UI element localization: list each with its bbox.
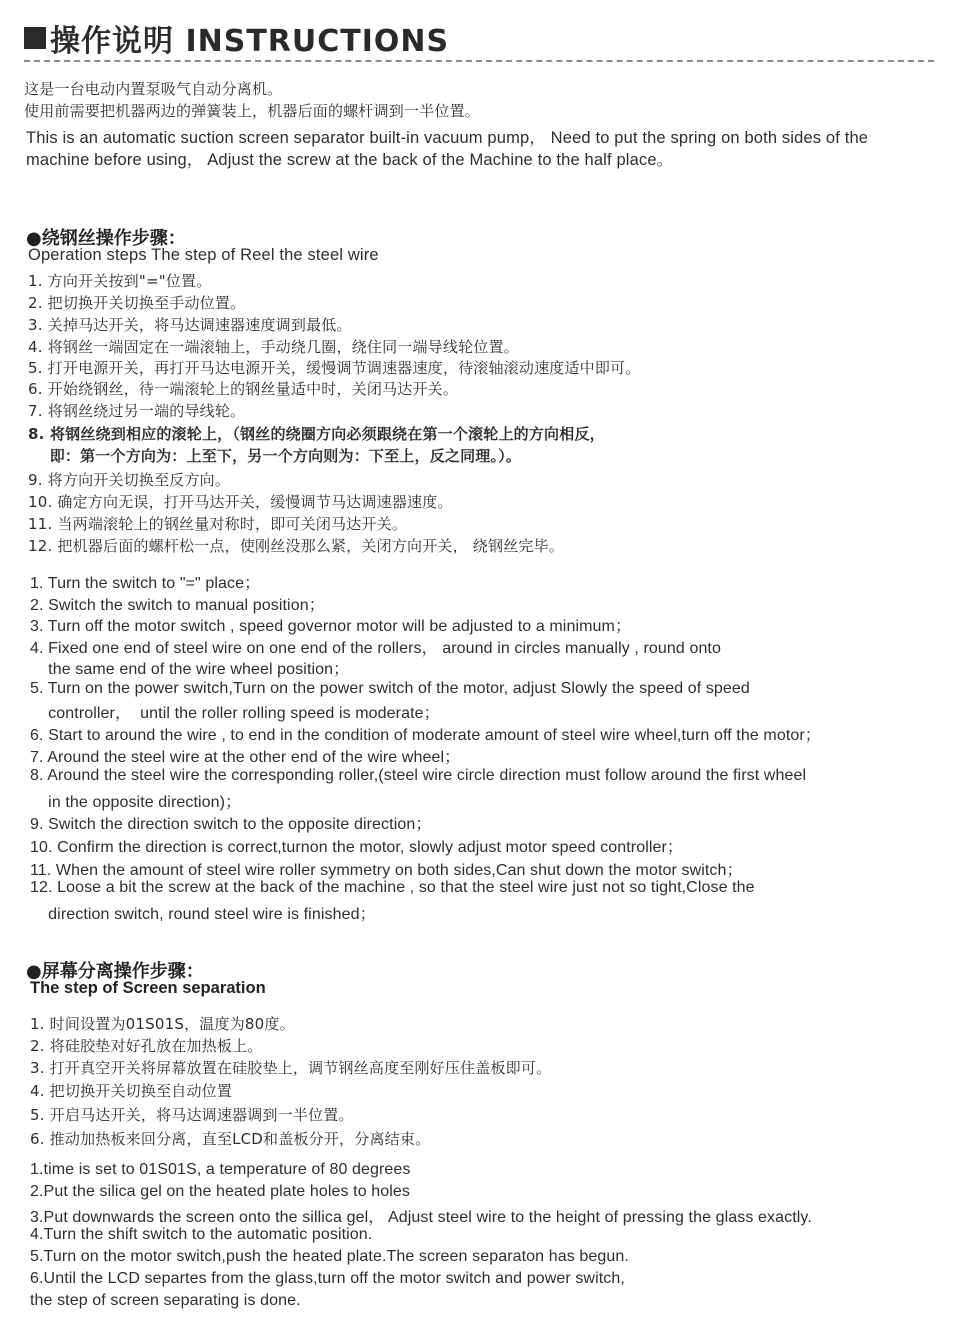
reel-section-subheading: Operation steps The step of Reel the steel wire	[28, 246, 379, 264]
reel-en-step: 7. Around the steel wire at the other end of the wire wheel；	[30, 749, 461, 766]
reel-section-heading: ●绕钢丝操作步骤：	[26, 228, 186, 249]
dashed-divider	[24, 60, 934, 62]
separation-en-step: 1.time is set to 01S01S, a temperature of 80 degrees	[30, 1161, 411, 1178]
separation-en-step: 6.Until the LCD separtes from the glass,turn off the motor switch and power switch,	[30, 1270, 625, 1287]
square-bullet-icon	[24, 27, 46, 49]
reel-en-step: 3. Turn off the motor switch , speed governor motor will be adjusted to a minimum；	[30, 618, 632, 635]
reel-zh-step: 8. 将钢丝绕到相应的滚轮上，（钢丝的绕圈方向必须跟绕在第一个滚轮上的方向相反，	[28, 425, 605, 443]
reel-zh-step: 4. 将钢丝一端固定在一端滚轴上，手动绕几圈，绕住同一端导线轮位置。	[28, 338, 519, 356]
reel-en-step: 4. Fixed one end of steel wire on one end of the rollers， around in circles manually , round onto	[30, 640, 721, 657]
separation-zh-step: 5. 开启马达开关，将马达调速器调到一半位置。	[30, 1106, 354, 1124]
intro-en-line-2: machine before using， Adjust the screw at the back of the Machine to the half place。	[26, 151, 674, 169]
reel-en-step: 5. Turn on the power switch,Turn on the power switch of the motor, adjust Slowly the speed of speed	[30, 680, 750, 697]
reel-en-step-continued: in the opposite direction)；	[30, 794, 242, 811]
reel-zh-step: 2. 把切换开关切换至手动位置。	[28, 294, 246, 312]
separation-en-step: 2.Put the silica gel on the heated plate holes to holes	[30, 1183, 410, 1200]
reel-zh-step: 3. 关掉马达开关，将马达调速器速度调到最低。	[28, 316, 352, 334]
reel-zh-step: 1. 方向开关按到"="位置。	[28, 272, 212, 290]
separation-section-heading: ●屏幕分离操作步骤：	[26, 961, 204, 982]
separation-en-step-continued: the step of screen separating is done.	[30, 1292, 301, 1309]
reel-en-step-continued: the same end of the wire wheel position；	[30, 661, 350, 678]
reel-en-step: 10. Confirm the direction is correct,turnon the motor, slowly adjust motor speed controller；	[30, 839, 684, 856]
reel-zh-step: 7. 将钢丝绕过另一端的导线轮。	[28, 402, 246, 420]
intro-zh-line-1: 这是一台电动内置泵吸气自动分离机。	[24, 80, 283, 98]
page-title	[24, 18, 449, 58]
reel-en-step: 1. Turn the switch to "=" place；	[30, 575, 261, 592]
reel-en-step: 2. Switch the switch to manual position；	[30, 597, 325, 614]
separation-zh-step: 2. 将硅胶垫对好孔放在加热板上。	[30, 1037, 263, 1055]
intro-en-line-1: This is an automatic suction screen separator built-in vacuum pump， Need to put the spring on both sides of the	[26, 129, 869, 147]
separation-en-step: 3.Put downwards the screen onto the sillica gel， Adjust steel wire to the height of pressing the glass exactly.	[30, 1209, 812, 1226]
reel-en-step: 8. Around the steel wire the corresponding roller,(steel wire circle direction must follow around the first wheel	[30, 767, 807, 784]
reel-en-step: 6. Start to around the wire , to end in the condition of moderate amount of steel wire wheel,turn off the motor；	[30, 727, 821, 744]
reel-zh-step: 11. 当两端滚轮上的钢丝量对称时，即可关闭马达开关。	[28, 515, 408, 533]
reel-zh-step: 5. 打开电源开关，再打开马达电源开关，缓慢调节调速器速度，待滚轴滚动速度适中即可。	[28, 359, 641, 377]
separation-en-step: 4.Turn the shift switch to the automatic position.	[30, 1226, 373, 1243]
page-title-text: 操作说明 INSTRUCTIONS	[50, 24, 450, 59]
separation-zh-step: 6. 推动加热板来回分离，直至LCD和盖板分开，分离结束。	[30, 1130, 431, 1148]
reel-zh-step: 12. 把机器后面的螺杆松一点，使刚丝没那么紧，关闭方向开关， 绕钢丝完毕。	[28, 537, 564, 555]
reel-en-step: 11. When the amount of steel wire roller symmetry on both sides,Can shut down the motor switch；	[30, 862, 743, 879]
reel-en-step: 9. Switch the direction switch to the opposite direction；	[30, 816, 432, 833]
separation-section-subheading: The step of Screen separation	[30, 979, 266, 997]
intro-zh-line-2: 使用前需要把机器两边的弹簧装上，机器后面的螺杆调到一半位置。	[24, 102, 481, 120]
reel-en-step-continued: controller， until the roller rolling speed is moderate；	[30, 705, 440, 722]
reel-zh-step: 10. 确定方向无误，打开马达开关，缓慢调节马达调速器速度。	[28, 493, 453, 511]
separation-en-step: 5.Turn on the motor switch,push the heated plate.The screen separaton has begun.	[30, 1248, 629, 1265]
separation-zh-step: 3. 打开真空开关将屏幕放置在硅胶垫上，调节钢丝高度至刚好压住盖板即可。	[30, 1059, 552, 1077]
reel-en-step-continued: direction switch, round steel wire is finished；	[30, 906, 376, 923]
reel-zh-step: 9. 将方向开关切换至反方向。	[28, 471, 231, 489]
reel-zh-step: 6. 开始绕钢丝，待一端滚轮上的钢丝量适中时，关闭马达开关。	[28, 380, 459, 398]
separation-zh-step: 1. 时间设置为01S01S，温度为80度。	[30, 1015, 295, 1033]
reel-en-step: 12. Loose a bit the screw at the back of the machine , so that the steel wire just not so tight,Close the	[30, 879, 755, 896]
reel-zh-step-continued: 即：第一个方向为：上至下，另一个方向则为：下至上，反之同理。）。	[28, 447, 522, 465]
separation-zh-step: 4. 把切换开关切换至自动位置	[30, 1082, 233, 1100]
